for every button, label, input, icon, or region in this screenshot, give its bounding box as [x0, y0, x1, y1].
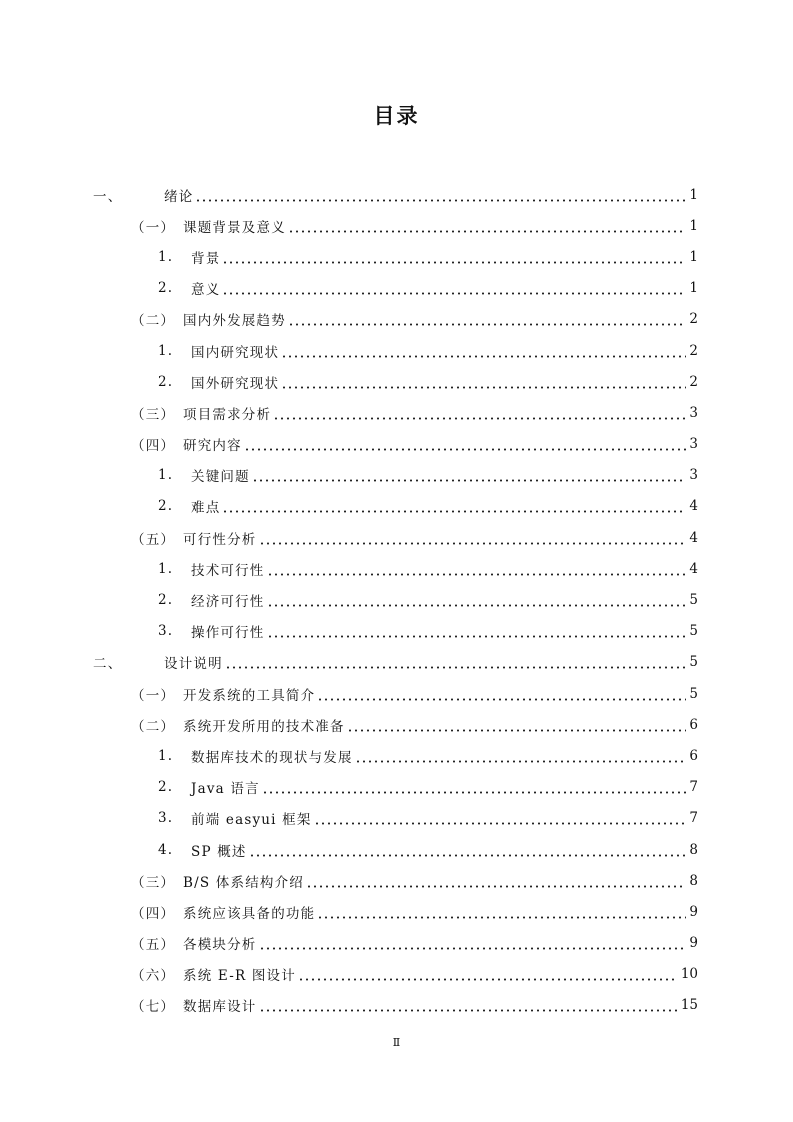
toc-dot-leader — [355, 749, 687, 763]
toc-entry-number: 2. — [158, 498, 174, 515]
toc-entry-title: 背景 — [191, 250, 221, 267]
toc-entry-page: 6 — [689, 747, 698, 764]
toc-dot-leader — [244, 437, 687, 451]
toc-entry-title: 设计说明 — [164, 656, 223, 673]
toc-dot-leader — [259, 531, 687, 545]
page-number-footer: Ⅱ — [392, 1036, 401, 1049]
toc-entry-page: 8 — [689, 841, 698, 858]
toc-entry-title: 系统应该具备的功能 — [183, 905, 316, 922]
toc-dot-leader — [267, 593, 687, 607]
toc-dot-leader — [267, 562, 687, 576]
toc-entry-number: （六） — [131, 968, 176, 985]
toc-dot-leader — [262, 780, 687, 794]
toc-entry-number: （五） — [131, 531, 176, 548]
toc-entry-title: 经济可行性 — [191, 594, 265, 611]
toc-entry-page: 7 — [689, 810, 698, 827]
toc-entry[interactable] — [0, 553, 793, 584]
toc-entry-page: 9 — [689, 903, 698, 920]
toc-entry-title: 系统 E-R 图设计 — [183, 968, 296, 985]
toc-entry-page: 5 — [689, 592, 698, 609]
toc-entry-page: 1 — [689, 280, 698, 297]
toc-entry-title: 绪论 — [164, 188, 194, 205]
toc-entry-title: 国内外发展趋势 — [183, 313, 286, 330]
toc-entry[interactable] — [0, 865, 793, 896]
toc-entry-number: 3. — [158, 810, 174, 827]
toc-entry-title: 数据库设计 — [183, 999, 257, 1016]
toc-dot-leader — [222, 499, 686, 513]
toc-entry-page: 1 — [689, 217, 698, 234]
toc-entry[interactable] — [0, 179, 793, 210]
toc-entry-page: 3 — [689, 467, 698, 484]
toc-dot-leader — [249, 843, 687, 857]
toc-entry-page: 5 — [689, 623, 698, 640]
toc-entry-number: 一、 — [93, 188, 123, 205]
toc-entry-title: Java 语言 — [191, 781, 260, 798]
toc-entry-number: 1. — [158, 560, 174, 577]
toc-dot-leader — [314, 811, 687, 825]
toc-entry[interactable] — [0, 896, 793, 927]
toc-entry[interactable] — [0, 366, 793, 397]
toc-entry-number: （四） — [131, 905, 176, 922]
toc-entry-title: 意义 — [191, 282, 221, 299]
toc-entry[interactable] — [0, 709, 793, 740]
toc-entry-page: 2 — [689, 342, 698, 359]
toc-entry-title: 操作可行性 — [191, 625, 265, 642]
toc-entry-title: 开发系统的工具简介 — [183, 687, 316, 704]
toc-entry[interactable] — [0, 241, 793, 272]
toc-dot-leader — [281, 344, 686, 358]
toc-dot-leader — [195, 188, 686, 202]
toc-entry-number: （二） — [131, 313, 176, 330]
toc-entry[interactable] — [0, 584, 793, 615]
toc-entry-number: （一） — [131, 687, 176, 704]
toc-entry-page: 4 — [689, 529, 698, 546]
toc-entry[interactable] — [0, 397, 793, 428]
toc-entry[interactable] — [0, 460, 793, 491]
toc-entry[interactable] — [0, 990, 793, 1021]
toc-entry-number: 2. — [158, 373, 174, 390]
toc-entry-number: （三） — [131, 874, 176, 891]
toc-entry-page: 2 — [689, 311, 698, 328]
toc-dot-leader — [252, 468, 687, 482]
toc-entry-number: 3. — [158, 623, 174, 640]
toc-entry-number: （一） — [131, 219, 176, 236]
toc-entry-number: （二） — [131, 718, 176, 735]
toc-entry-title: 难点 — [191, 500, 221, 517]
toc-entry-title: SP 概述 — [191, 843, 247, 860]
toc-entry-page: 2 — [689, 373, 698, 390]
toc-dot-leader — [306, 874, 686, 888]
toc-entry-title: 研究内容 — [183, 438, 242, 455]
toc-entry-page: 4 — [689, 560, 698, 577]
toc-entry[interactable] — [0, 740, 793, 771]
toc-entry-title: 项目需求分析 — [183, 406, 272, 423]
toc-entry[interactable] — [0, 678, 793, 709]
toc-entry-number: （四） — [131, 438, 176, 455]
toc-entry-page: 7 — [689, 779, 698, 796]
toc-entry[interactable] — [0, 928, 793, 959]
toc-entry[interactable] — [0, 522, 793, 553]
toc-dot-leader — [288, 312, 687, 326]
toc-entry[interactable] — [0, 335, 793, 366]
toc-dot-leader — [267, 624, 687, 638]
toc-entry[interactable] — [0, 304, 793, 335]
toc-entry[interactable] — [0, 429, 793, 460]
toc-dot-leader — [298, 967, 678, 981]
toc-entry-title: 技术可行性 — [191, 562, 265, 579]
toc-entry-title: 系统开发所用的技术准备 — [183, 718, 345, 735]
page-title: 目录 — [373, 104, 420, 128]
toc-entry[interactable] — [0, 616, 793, 647]
toc-dot-leader — [225, 655, 687, 669]
toc-entry-page: 3 — [689, 404, 698, 421]
toc-entry-title: B/S 体系结构介绍 — [183, 874, 305, 891]
toc-entry-title: 前端 easyui 框架 — [191, 812, 312, 829]
toc-dot-leader — [317, 905, 686, 919]
toc-entry[interactable] — [0, 273, 793, 304]
toc-entry-page: 3 — [689, 436, 698, 453]
toc-entry[interactable] — [0, 959, 793, 990]
toc-entry[interactable] — [0, 803, 793, 834]
toc-dot-leader — [288, 219, 687, 233]
toc-entry-page: 8 — [689, 872, 698, 889]
toc-entry-number: 1. — [158, 342, 174, 359]
toc-entry-number: 1. — [158, 248, 174, 265]
toc-entry[interactable] — [0, 834, 793, 865]
toc-entry-page: 15 — [680, 997, 698, 1014]
toc-entry-number: 2. — [158, 592, 174, 609]
toc-entry-page: 5 — [689, 654, 698, 671]
toc-dot-leader — [317, 687, 686, 701]
toc-dot-leader — [222, 281, 686, 295]
toc-entry-number: 二、 — [93, 656, 123, 673]
toc-entry-number: 4. — [158, 841, 174, 858]
toc-entry-title: 数据库技术的现状与发展 — [191, 749, 353, 766]
toc-entry-page: 5 — [689, 685, 698, 702]
toc-entry-page: 6 — [689, 716, 698, 733]
toc-dot-leader — [281, 375, 686, 389]
toc-entry-page: 10 — [680, 966, 698, 983]
toc-dot-leader — [259, 998, 678, 1012]
toc-entry-page: 4 — [689, 498, 698, 515]
toc-entry-number: 2. — [158, 779, 174, 796]
toc-entry-number: 1. — [158, 747, 174, 764]
toc-entry-title: 关键问题 — [191, 469, 250, 486]
toc-entry-number: （七） — [131, 999, 176, 1016]
toc-entry-number: （五） — [131, 937, 176, 954]
toc-dot-leader — [222, 250, 686, 264]
toc-entry-title: 国外研究现状 — [191, 375, 280, 392]
toc-entry[interactable] — [0, 210, 793, 241]
toc-dot-leader — [347, 718, 687, 732]
toc-entry-title: 国内研究现状 — [191, 344, 280, 361]
toc-entry-page: 1 — [689, 186, 698, 203]
toc-entry[interactable] — [0, 647, 793, 678]
toc-dot-leader — [273, 406, 686, 420]
toc-entry-title: 课题背景及意义 — [183, 219, 286, 236]
toc-entry-number: 1. — [158, 467, 174, 484]
toc-entry-page: 9 — [689, 935, 698, 952]
toc-entry-number: 2. — [158, 280, 174, 297]
toc-entry[interactable] — [0, 772, 793, 803]
toc-entry-number: （三） — [131, 406, 176, 423]
toc-entry-title: 各模块分析 — [183, 937, 257, 954]
toc-entry[interactable] — [0, 491, 793, 522]
toc-dot-leader — [259, 936, 687, 950]
toc-entry-page: 1 — [689, 248, 698, 265]
toc-entry-title: 可行性分析 — [183, 531, 257, 548]
table-of-contents — [0, 179, 793, 1021]
